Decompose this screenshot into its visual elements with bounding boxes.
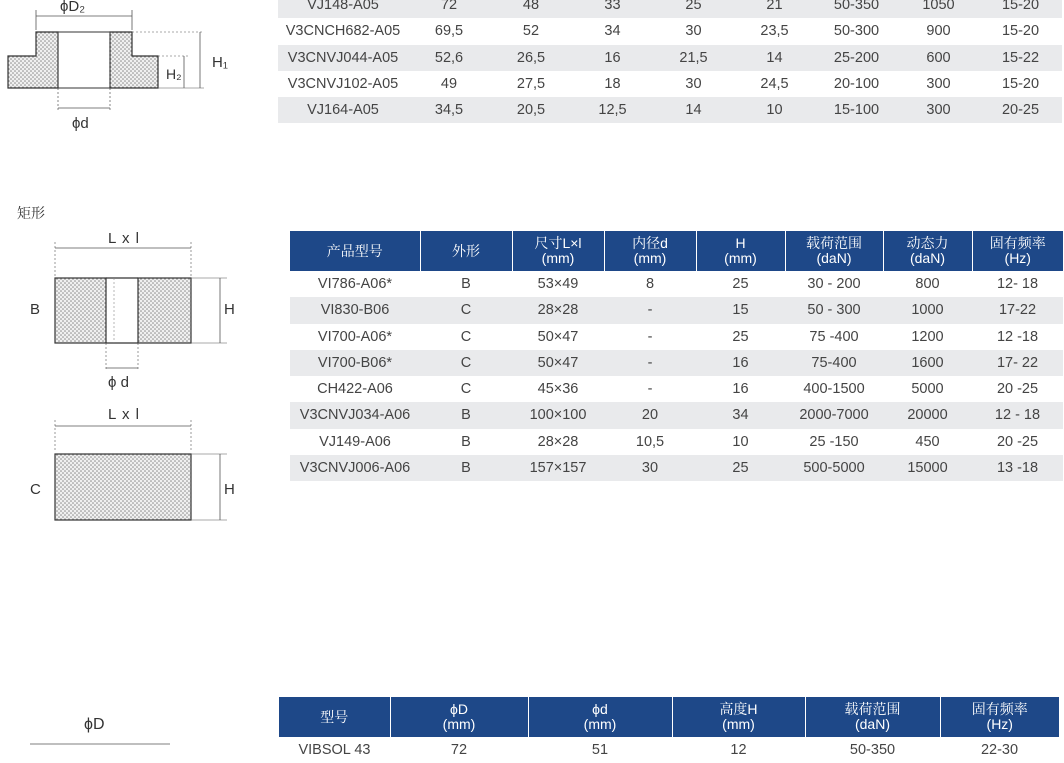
table-cell: 45×36 xyxy=(537,381,579,398)
column-header xyxy=(785,231,883,271)
header-label: 动态力 xyxy=(906,235,949,251)
d-label: ϕd xyxy=(72,115,89,132)
header-label: 尺寸L×l xyxy=(534,235,582,251)
d2-label: ϕD₂ xyxy=(60,0,86,15)
header-label: 高度H xyxy=(719,701,758,717)
header-label: (daN) xyxy=(854,716,890,732)
table-cell: 30 xyxy=(685,75,702,92)
table-cell: 30 xyxy=(685,23,702,40)
table-cell: 20 -25 xyxy=(996,381,1039,398)
table-row xyxy=(279,737,1059,763)
table-cell: C xyxy=(420,350,512,376)
table-cell: 50×47 xyxy=(512,350,604,376)
table-row xyxy=(290,402,1063,428)
table-cell: V3CNVJ034-A06 xyxy=(290,402,420,428)
header-label: (Hz) xyxy=(1004,250,1031,266)
table-cell: 15-100 xyxy=(815,97,898,123)
header-label: ϕD xyxy=(450,701,468,717)
table-cell: B xyxy=(461,276,471,292)
table-cell: 15-20 xyxy=(979,0,1062,18)
table-cell: 28×28 xyxy=(512,297,604,323)
table-cell: 25 xyxy=(696,455,785,481)
table-cell: 12 - 18 xyxy=(972,402,1063,428)
table-cell: 25 -150 xyxy=(809,433,859,450)
table-cell: 49 xyxy=(440,75,458,92)
table-cell: 52 xyxy=(522,23,540,40)
rect-product-table xyxy=(290,231,1063,481)
table-cell: V3CNVJ006-A06 xyxy=(290,455,420,481)
table-cell: 400-1500 xyxy=(803,381,865,398)
table-cell: 34 xyxy=(604,23,621,40)
h1-label: H₁ xyxy=(212,54,228,71)
table-cell: 14 xyxy=(734,45,815,71)
table-cell: 75 -400 xyxy=(809,328,859,345)
table-cell: 27,5 xyxy=(516,75,546,92)
table-cell: 52,6 xyxy=(408,45,490,71)
header-label: (mm) xyxy=(633,250,667,266)
b-dim-label: L x l xyxy=(108,230,140,247)
table-cell: 51 xyxy=(591,742,609,758)
table-cell: VIBSOL 43 xyxy=(298,742,371,758)
table-cell: 10,5 xyxy=(635,433,665,450)
shape-b-diagram xyxy=(22,228,252,398)
header-label: 产品型号 xyxy=(326,242,383,259)
table-cell: VI700-B06* xyxy=(290,350,420,376)
header-label: (daN) xyxy=(816,250,852,266)
table-cell: 15 xyxy=(696,297,785,323)
table-cell: C xyxy=(460,381,472,398)
header-label: 内径d xyxy=(632,235,668,251)
table-row xyxy=(290,324,1063,350)
table-row xyxy=(278,45,1062,71)
table-cell: B xyxy=(420,455,512,481)
table-cell: 15000 xyxy=(883,455,972,481)
table-row xyxy=(278,71,1062,97)
table-cell: 800 xyxy=(915,276,940,292)
header-label: (mm) xyxy=(722,716,755,732)
c-shape-letter: C xyxy=(30,481,41,498)
table-cell: 50 - 300 xyxy=(785,297,883,323)
table-cell: 30 xyxy=(604,455,696,481)
table-cell: 17-22 xyxy=(972,297,1063,323)
table-cell: 75-400 xyxy=(785,350,883,376)
table-cell: 72 xyxy=(450,742,468,758)
table-cell: 300 xyxy=(926,75,951,92)
table-cell: 21 xyxy=(734,0,815,18)
column-header xyxy=(604,231,696,271)
table-row xyxy=(278,97,1062,123)
table-cell: 72 xyxy=(408,0,490,18)
table-cell: VJ164-A05 xyxy=(278,97,408,123)
table-cell: B xyxy=(420,402,512,428)
table-cell: 18 xyxy=(604,75,621,92)
table-cell: VI830-B06 xyxy=(290,297,420,323)
column-header xyxy=(279,697,390,737)
table-cell: 1600 xyxy=(883,350,972,376)
table-cell: 300 xyxy=(898,97,979,123)
table-cell: 17- 22 xyxy=(972,350,1063,376)
table-cell: 500-5000 xyxy=(785,455,883,481)
table-cell: 5000 xyxy=(911,381,944,398)
b-height-label: H xyxy=(224,301,235,318)
table-cell: 25 xyxy=(653,0,734,18)
table-row xyxy=(278,18,1062,44)
header-label: (daN) xyxy=(909,250,945,266)
table-cell: C xyxy=(460,328,472,345)
table-cell: V3CNVJ102-A05 xyxy=(287,75,399,92)
table-cell: VI700-A06* xyxy=(317,328,393,345)
table-cell: 20-100 xyxy=(833,75,880,92)
table-cell: 25-200 xyxy=(815,45,898,71)
header-label: 载荷范围 xyxy=(844,701,901,717)
table-cell: VJ148-A05 xyxy=(278,0,408,18)
column-header xyxy=(940,697,1059,737)
c-height-label: H xyxy=(224,481,235,498)
header-label: 固有频率 xyxy=(971,701,1028,717)
header-label: 载荷范围 xyxy=(806,235,862,251)
column-header xyxy=(390,697,528,737)
table-cell: 16 xyxy=(572,45,653,71)
header-label: 外形 xyxy=(452,242,480,259)
table-cell: 2000-7000 xyxy=(785,402,883,428)
table-cell: 50-300 xyxy=(833,23,880,40)
table-cell: 14 xyxy=(653,97,734,123)
table-cell: 20 xyxy=(604,402,696,428)
column-header xyxy=(528,697,672,737)
bottom-dim-line xyxy=(0,736,240,752)
table-cell: VI786-A06* xyxy=(317,276,393,292)
table-cell: 12 xyxy=(730,742,747,758)
table-cell: 900 xyxy=(926,23,951,40)
table-cell: B xyxy=(461,433,471,450)
header-label: ϕd xyxy=(592,701,608,717)
table-cell: 12 -18 xyxy=(996,328,1039,345)
header-label: H xyxy=(735,235,746,251)
table-cell: V3CNVJ044-A05 xyxy=(278,45,408,71)
table-cell: 13 -18 xyxy=(972,455,1063,481)
table-cell: VJ149-A06 xyxy=(319,433,391,450)
section-title-rect: 矩形 xyxy=(17,205,45,221)
bottom-d-label: ϕD xyxy=(84,716,105,733)
table-cell: 24,5 xyxy=(760,75,789,92)
c-dim-label: L x l xyxy=(108,406,140,423)
table-cell: C xyxy=(420,297,512,323)
table-cell: - xyxy=(604,350,696,376)
column-header xyxy=(972,231,1063,271)
table-cell: 16 xyxy=(732,381,749,398)
table-cell: 100×100 xyxy=(512,402,604,428)
table-cell: 25 xyxy=(732,328,749,345)
bottom-product-table xyxy=(279,697,1059,763)
table-row xyxy=(290,271,1063,297)
table-cell: - xyxy=(604,297,696,323)
b-shape-letter: B xyxy=(30,301,41,318)
top-product-table xyxy=(278,0,1062,123)
table-row xyxy=(290,429,1063,455)
table-cell: 1050 xyxy=(898,0,979,18)
table-cell: 22-30 xyxy=(980,742,1019,758)
table-cell: 69,5 xyxy=(434,23,464,40)
table-cell: 21,5 xyxy=(653,45,734,71)
column-header xyxy=(420,231,512,271)
table-cell: 50-350 xyxy=(815,0,898,18)
table-cell: 50×47 xyxy=(537,328,579,345)
table-cell: 34 xyxy=(696,402,785,428)
table-row xyxy=(290,455,1063,481)
table-cell: 26,5 xyxy=(490,45,572,71)
column-header xyxy=(290,231,420,271)
table-cell: 53×49 xyxy=(537,276,579,292)
header-label: (Hz) xyxy=(986,716,1013,732)
header-label: 固有频率 xyxy=(989,235,1046,251)
table-row xyxy=(290,376,1063,402)
table-cell: 20 -25 xyxy=(996,433,1039,450)
table-cell: 600 xyxy=(898,45,979,71)
table-cell: 48 xyxy=(490,0,572,18)
table-cell: 20-25 xyxy=(979,97,1062,123)
table-cell: 20000 xyxy=(883,402,972,428)
table-cell: 15-20 xyxy=(1001,23,1040,40)
shape-c-drawing xyxy=(22,404,252,534)
header-label: 型号 xyxy=(320,708,349,725)
table-cell: 8 xyxy=(645,276,655,292)
table-cell: 10 xyxy=(734,97,815,123)
table-cell: 1000 xyxy=(883,297,972,323)
table-cell: 10 xyxy=(732,433,749,450)
table-cell: 1200 xyxy=(911,328,944,345)
table-cell: - xyxy=(647,328,653,345)
shape-b-drawing xyxy=(22,228,252,398)
column-header xyxy=(672,697,805,737)
table-cell: 33 xyxy=(572,0,653,18)
table-cell: 12,5 xyxy=(572,97,653,123)
table-row xyxy=(278,0,1062,18)
table-cell: 25 xyxy=(732,276,749,292)
table-cell: - xyxy=(647,381,653,398)
table-cell: CH422-A06 xyxy=(317,381,393,398)
column-header xyxy=(883,231,972,271)
table-cell: 30 - 200 xyxy=(807,276,861,292)
shape-c-diagram xyxy=(22,404,252,534)
column-header xyxy=(512,231,604,271)
header-label: (mm) xyxy=(583,716,617,732)
header-label: (mm) xyxy=(541,250,575,266)
b-hole-label: ϕ d xyxy=(108,374,129,391)
column-header xyxy=(805,697,940,737)
h2-label: H₂ xyxy=(166,66,182,82)
table-row xyxy=(290,297,1063,323)
top-diagram xyxy=(0,0,240,135)
table-cell: 50-350 xyxy=(849,742,896,758)
table-cell: V3CNCH682-A05 xyxy=(285,23,401,40)
header-label: (mm) xyxy=(442,716,476,732)
table-cell: 20,5 xyxy=(490,97,572,123)
table-cell: 34,5 xyxy=(408,97,490,123)
table-cell: 15-22 xyxy=(979,45,1062,71)
table-cell: 28×28 xyxy=(537,433,579,450)
flanged-bush-drawing xyxy=(0,0,240,135)
table-cell: 15-20 xyxy=(1001,75,1040,92)
header-label: (mm) xyxy=(724,250,757,266)
table-cell: 157×157 xyxy=(512,455,604,481)
table-cell: 12- 18 xyxy=(996,276,1039,292)
table-row xyxy=(290,350,1063,376)
table-cell: 450 xyxy=(915,433,940,450)
column-header xyxy=(696,231,785,271)
table-cell: 23,5 xyxy=(760,23,789,40)
table-cell: 16 xyxy=(696,350,785,376)
